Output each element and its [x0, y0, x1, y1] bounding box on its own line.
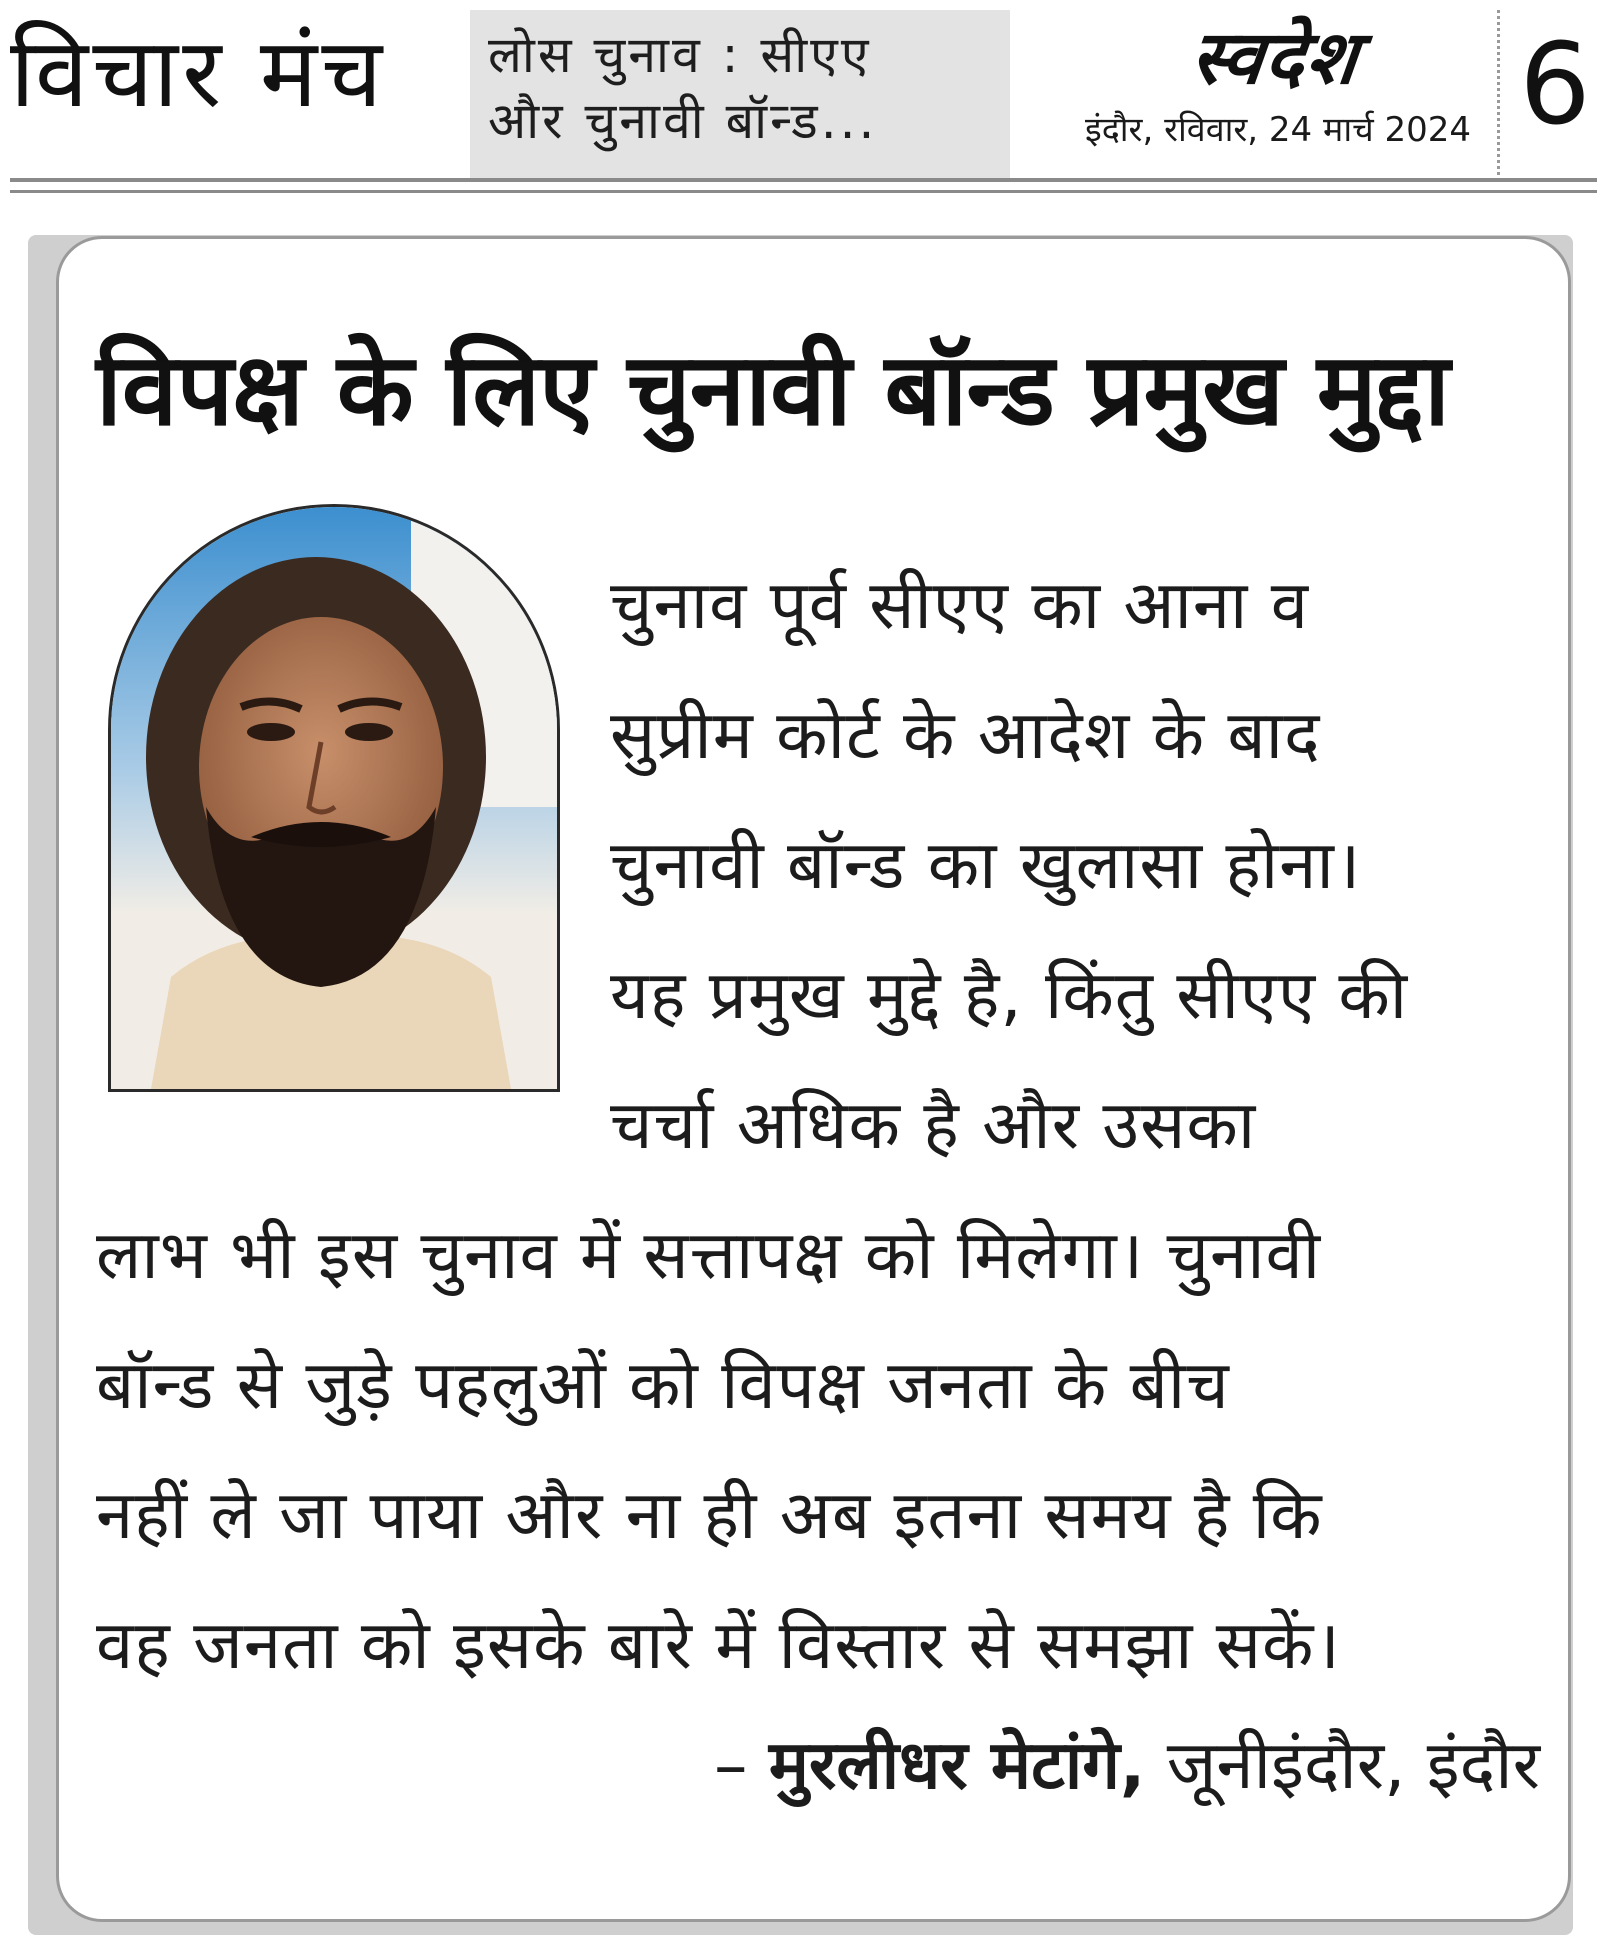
author-portrait-icon: [111, 507, 557, 1089]
author-photo: [108, 504, 560, 1092]
article-body-column: [610, 540, 1540, 1190]
masthead-rule-bottom: [10, 190, 1597, 193]
body-line: लाभ भी इस चुनाव में सत्तापक्ष को मिलेगा। चुनावी: [96, 1216, 1322, 1294]
body-line: सुप्रीम कोर्ट के आदेश के बाद: [610, 696, 1321, 774]
body-line: चुनावी बॉन्ड का खुलासा होना।: [610, 826, 1362, 904]
newspaper-brand: [1085, 12, 1472, 154]
article-headline: विपक्ष के लिए चुनावी बॉन्ड प्रमुख मुद्दा: [96, 331, 1449, 448]
body-line: वह जनता को इसके बारे में विस्तार से समझा सकें।: [96, 1606, 1341, 1684]
body-line: चर्चा अधिक है और उसका: [610, 1086, 1257, 1164]
article-body-full: [96, 1190, 1540, 1710]
teaser-line-1: लोस चुनाव : सीएए: [488, 26, 872, 84]
masthead-divider: [1497, 10, 1500, 175]
teaser-box[interactable]: [470, 10, 1010, 180]
body-line: यह प्रमुख मुद्दे है, किंतु सीएए की: [610, 956, 1409, 1034]
teaser-line-2: और चुनावी बॉन्ड...: [488, 92, 878, 150]
author-byline: [96, 1720, 1540, 1810]
byline-dash: –: [714, 1726, 769, 1804]
author-place: जूनीइंदौर, इंदौर: [1145, 1726, 1540, 1804]
page-number: 6: [1519, 20, 1591, 150]
body-line: चुनाव पूर्व सीएए का आना व: [610, 566, 1309, 644]
brand-logo: स्वदेश: [1186, 15, 1364, 101]
masthead-rule-top: [10, 178, 1597, 182]
body-line: नहीं ले जा पाया और ना ही अब इतना समय है कि: [96, 1476, 1323, 1554]
section-title: विचार मंच: [10, 17, 387, 129]
dateline: इंदौर, रविवार, 24 मार्च 2024: [1085, 110, 1472, 150]
author-name: मुरलीधर मेटांगे,: [768, 1726, 1146, 1804]
body-line: बॉन्ड से जुड़े पहलुओं को विपक्ष जनता के बीच: [96, 1346, 1230, 1424]
